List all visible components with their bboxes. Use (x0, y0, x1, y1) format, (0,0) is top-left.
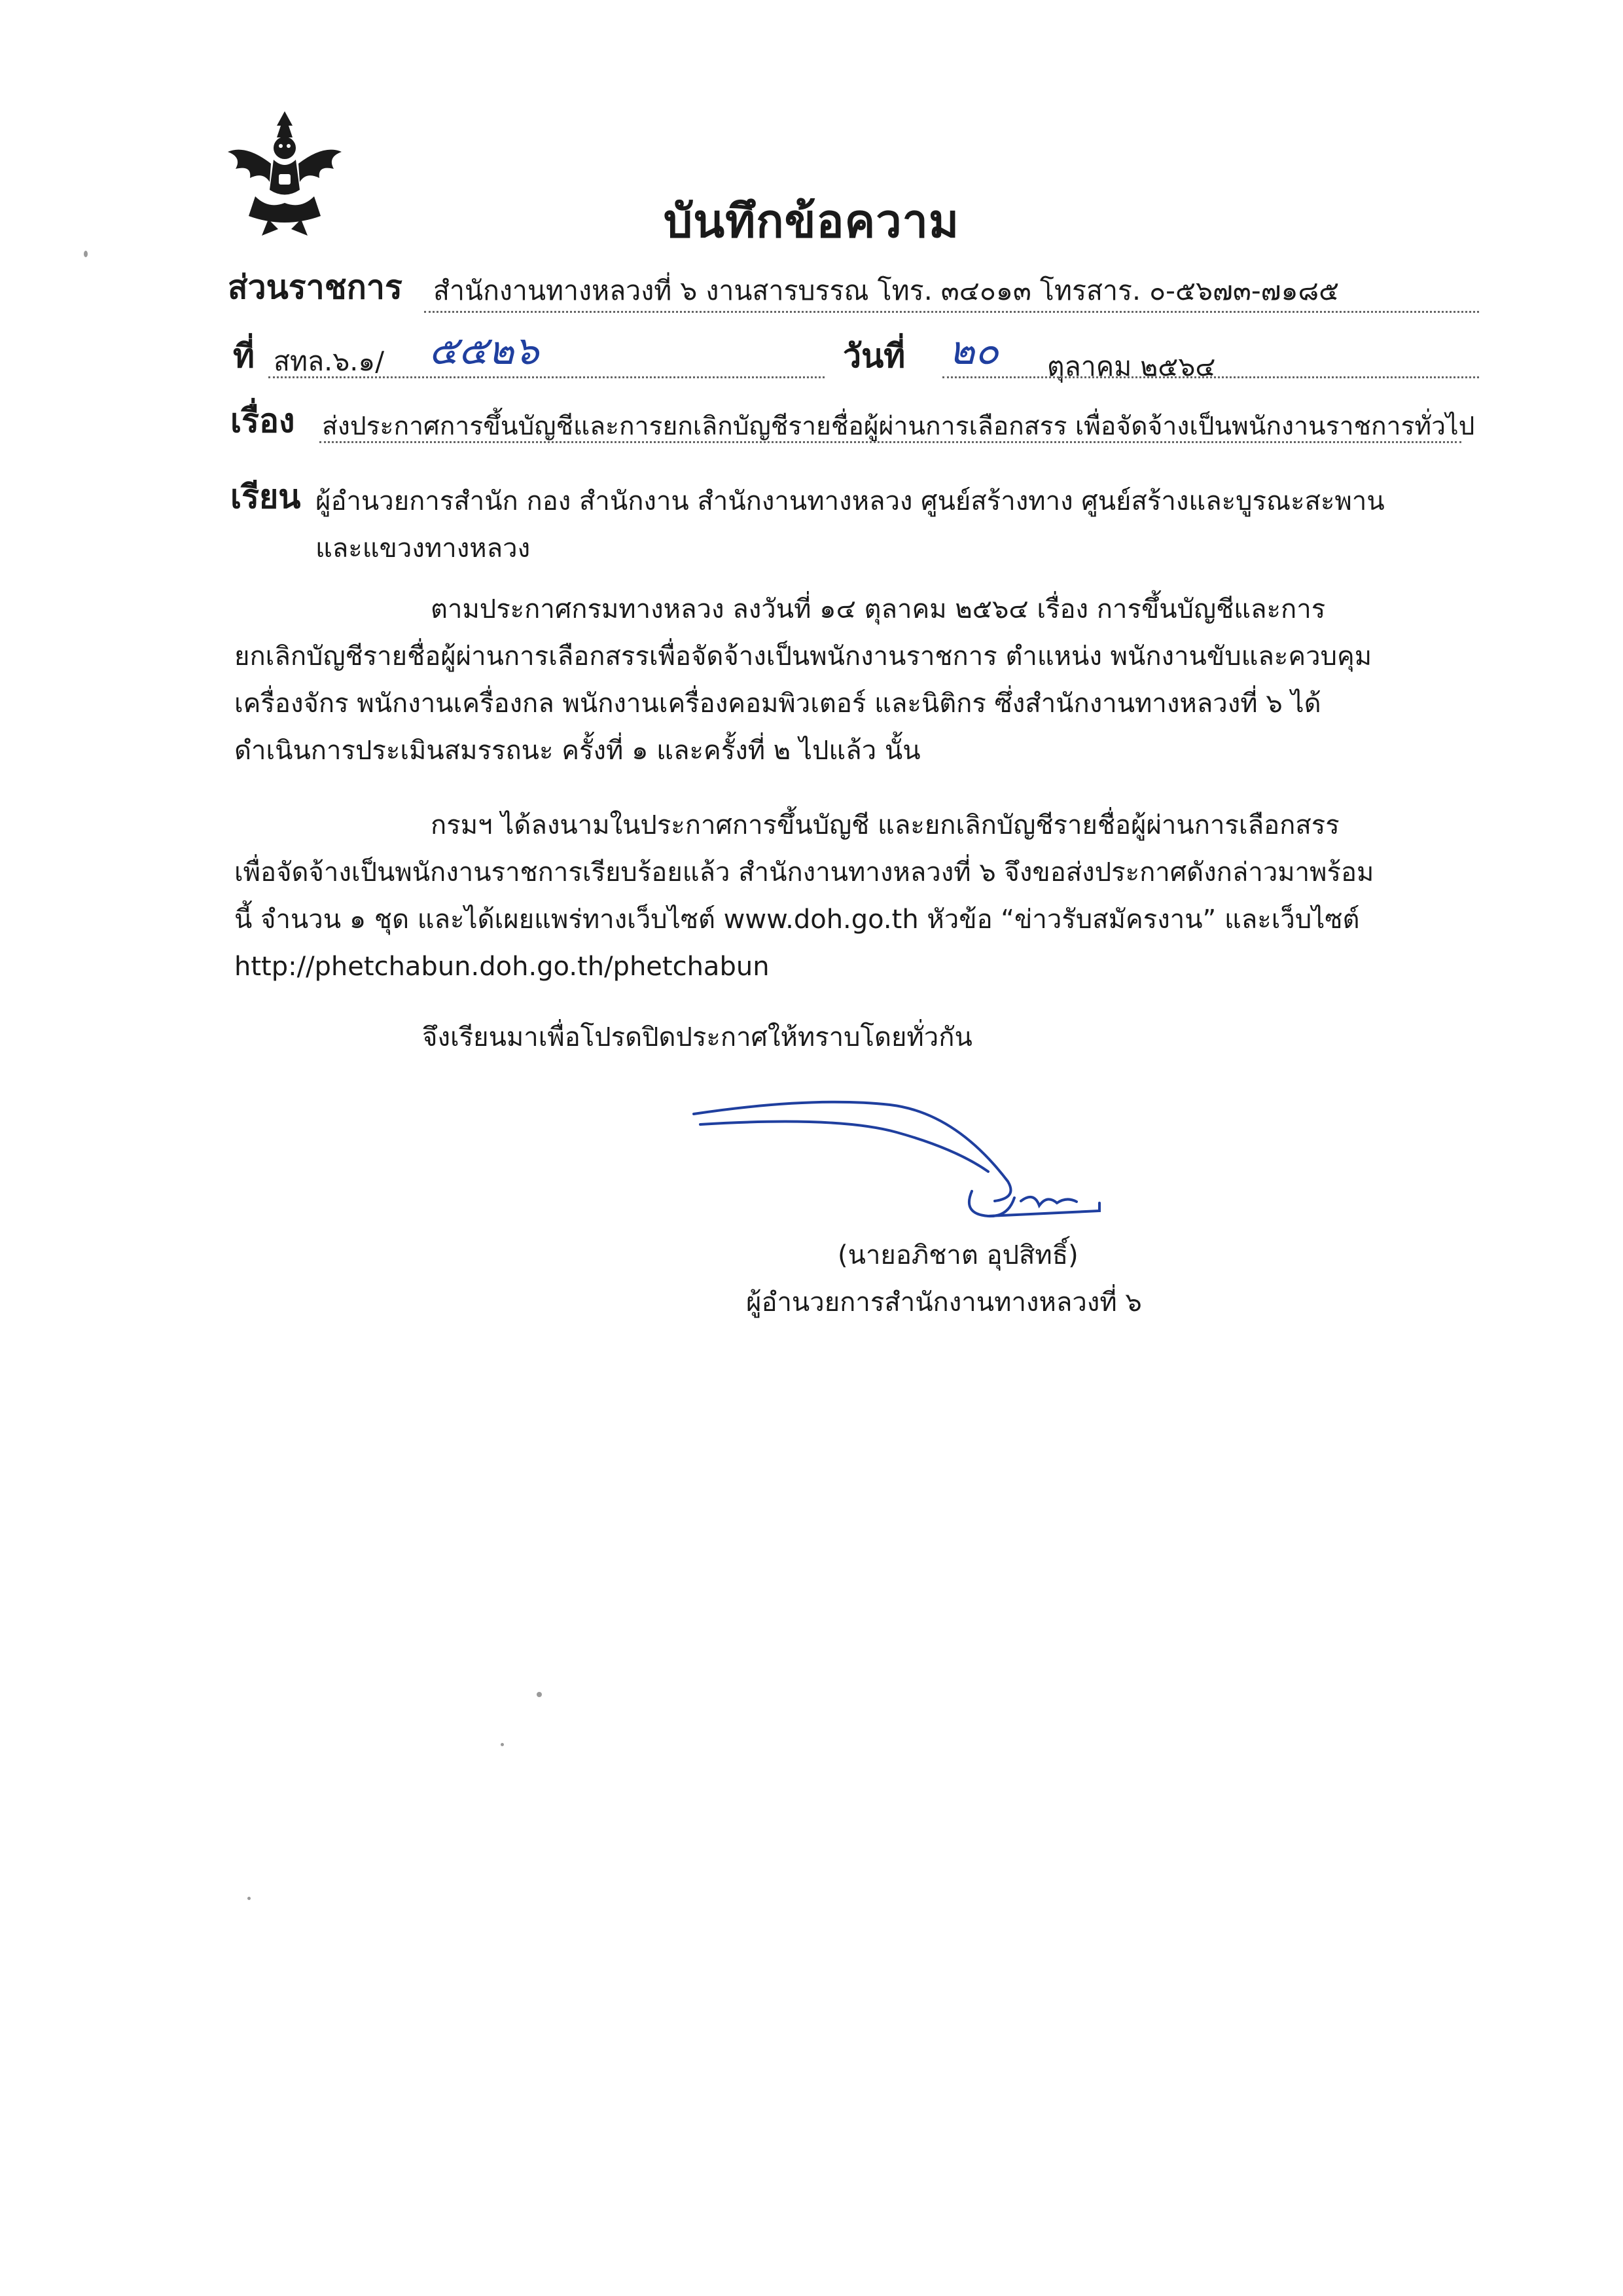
department-dotted-line (424, 311, 1479, 313)
scan-speck (537, 1692, 542, 1697)
department-label: ส่วนราชการ (228, 268, 402, 306)
paragraph-1-line: ยกเลิกบัญชีรายชื่อผู้ผ่านการเลือกสรรเพื่อจัดจ้างเป็นพนักงานราชการ ตำแหน่ง พนักงานขับและควบคุม (234, 641, 1372, 672)
subject-label: เรื่อง (230, 402, 295, 440)
salutation-line-2: และแขวงทางหลวง (315, 533, 531, 564)
scan-speck (247, 1897, 251, 1900)
paragraph-1-line: ดำเนินการประเมินสมรรถนะ ครั้งที่ ๑ และครั้งที่ ๒ ไปแล้ว นั้น (234, 736, 921, 766)
body-paragraph-1 (234, 586, 1432, 774)
date-label: วันที่ (843, 337, 906, 375)
reference-dotted-line (268, 376, 825, 378)
date-day-handwritten: ๒๐ (949, 328, 999, 374)
salutation-label: เรียน (230, 478, 301, 516)
date-dotted-line (942, 376, 1479, 378)
paragraph-1-line: ตามประกาศกรมทางหลวง ลงวันที่ ๑๔ ตุลาคม ๒๕๖๔ เรื่อง การขึ้นบัญชีและการ (431, 594, 1326, 624)
subject-value: ส่งประกาศการขึ้นบัญชีและการยกเลิกบัญชีรายชื่อผู้ผ่านการเลือกสรร เพื่อจัดจ้างเป็นพนักงานราชการทั่วไป (322, 412, 1475, 441)
department-value: สำนักงานทางหลวงที่ ๖ งานสารบรรณ โทร. ๓๔๐๑๓ โทรสาร. ๐-๕๖๗๓-๗๑๘๕ (433, 275, 1340, 306)
handwritten-signature (681, 1086, 1139, 1237)
reference-number-handwritten: ๕๕๒๖ (429, 328, 539, 374)
paragraph-2-line: เพื่อจัดจ้างเป็นพนักงานราชการเรียบร้อยแล้ว สำนักงานทางหลวงที่ ๖ จึงขอส่งประกาศดังกล่าวมาพร้อม (234, 857, 1374, 888)
paragraph-2-line: http://phetchabun.doh.go.th/phetchabun (234, 952, 770, 982)
reference-label: ที่ (233, 337, 255, 375)
scan-speck (84, 251, 88, 257)
closing-line: จึงเรียนมาเพื่อโปรดปิดประกาศให้ทราบโดยทั่วกัน (422, 1022, 972, 1052)
signatory-position: ผู้อำนวยการสำนักงานทางหลวงที่ ๖ (746, 1287, 1142, 1318)
salutation-line-1: ผู้อำนวยการสำนัก กอง สำนักงาน สำนักงานทางหลวง ศูนย์สร้างทาง ศูนย์สร้างและบูรณะสะพาน (315, 486, 1385, 516)
scan-speck (501, 1743, 504, 1746)
signatory-name: (นายอภิชาต อุปสิทธิ์) (838, 1240, 1079, 1270)
body-paragraph-2 (234, 802, 1432, 990)
date-month-year: ตุลาคม ๒๕๖๔ (1047, 351, 1216, 382)
reference-prefix: สทล.๖.๑/ (274, 346, 385, 377)
paragraph-2-line: กรมฯ ได้ลงนามในประกาศการขึ้นบัญชี และยกเลิกบัญชีรายชื่อผู้ผ่านการเลือกสรร (431, 810, 1340, 840)
paragraph-2-line: นี้ จำนวน ๑ ชุด และได้เผยแพร่ทางเว็บไซต์ www.doh.go.th หัวข้อ “ข่าวรับสมัครงาน” และเว็บไซต์ (234, 905, 1360, 935)
document-title: บันทึกข้อความ (663, 194, 960, 248)
subject-dotted-line (319, 441, 1461, 443)
paragraph-1-line: เครื่องจักร พนักงานเครื่องกล พนักงานเครื่องคอมพิวเตอร์ และนิติกร ซึ่งสำนักงานทางหลวงที่ ๖ ได้ (234, 689, 1321, 719)
